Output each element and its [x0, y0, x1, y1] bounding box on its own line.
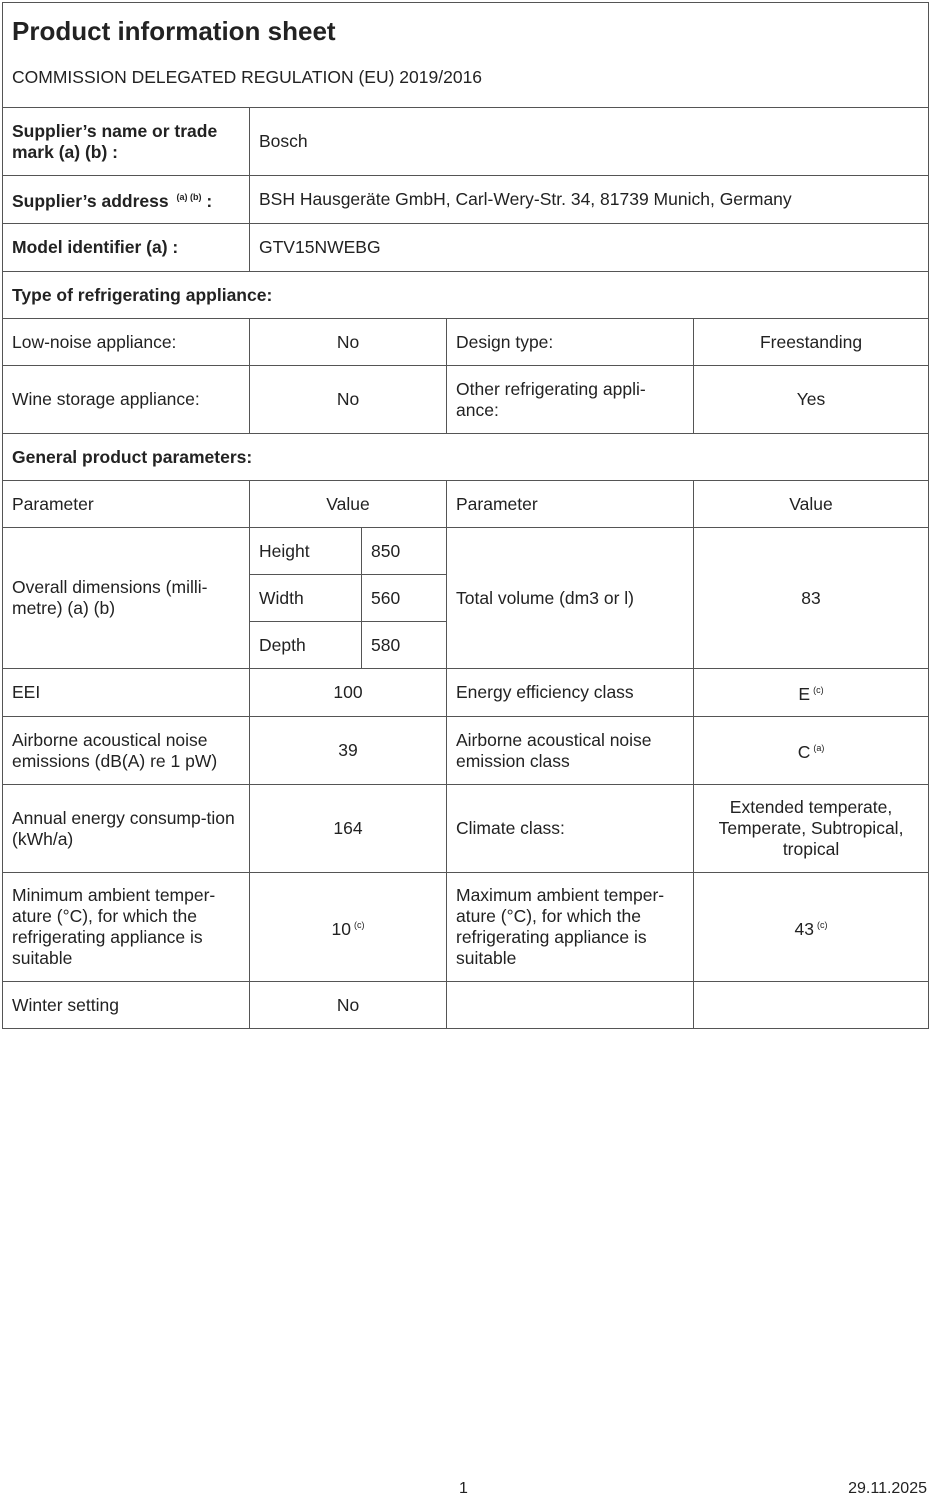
- climate-class-label: Climate class:: [447, 785, 694, 873]
- page-number: 1: [459, 1480, 468, 1497]
- low-noise-row: [3, 319, 929, 366]
- supplier-address-colon: :: [206, 191, 213, 211]
- empty-cell: [694, 982, 929, 1029]
- column-header-parameter: Parameter: [3, 481, 250, 528]
- column-header-parameter-2: Parameter: [447, 481, 694, 528]
- eei-value: 100: [250, 669, 447, 717]
- volume-value: 83: [694, 528, 929, 669]
- energy-class-label: Energy efficiency class: [447, 669, 694, 717]
- supplier-address-label-cell: [3, 176, 250, 224]
- noise-class-value: C: [797, 742, 811, 762]
- min-ambient-value: 10: [331, 918, 351, 939]
- supplier-address-label: Supplier’s address: [12, 191, 169, 211]
- min-ambient-cell: [250, 873, 447, 982]
- height-label: Height: [250, 528, 362, 575]
- other-appliance-label: Other refrigerating appli-ance:: [447, 366, 694, 434]
- model-value: GTV15NWEBG: [250, 224, 929, 272]
- volume-label: Total volume (dm3 or l): [447, 528, 694, 669]
- noise-emission-value: 39: [250, 717, 447, 785]
- annual-energy-value: 164: [250, 785, 447, 873]
- supplier-address-value: BSH Hausgeräte GmbH, Carl-Wery-Str. 34, 81739 Munich, Germany: [250, 176, 929, 224]
- annual-energy-row: [3, 785, 929, 873]
- max-ambient-value: 43: [794, 918, 814, 939]
- column-header-value: Value: [250, 481, 447, 528]
- ambient-temperature-row: [3, 873, 929, 982]
- energy-class-note: (c): [813, 685, 824, 695]
- title-cell: [3, 3, 929, 108]
- winter-setting-label: Winter setting: [3, 982, 250, 1029]
- max-ambient-note: (c): [817, 919, 828, 930]
- width-value: 560: [362, 575, 447, 622]
- title-row: [3, 3, 929, 108]
- model-label: Model identifier (a) :: [3, 224, 250, 272]
- supplier-name-row: [3, 108, 929, 176]
- winter-setting-value: No: [250, 982, 447, 1029]
- dimensions-label: Overall dimensions (milli-metre) (a) (b): [3, 528, 250, 669]
- wine-storage-row: [3, 366, 929, 434]
- column-header-value-2: Value: [694, 481, 929, 528]
- noise-class-label: Airborne acoustical noise emission class: [447, 717, 694, 785]
- eei-label: EEI: [3, 669, 250, 717]
- width-label: Width: [250, 575, 362, 622]
- low-noise-value: No: [250, 319, 447, 366]
- winter-setting-row: [3, 982, 929, 1029]
- max-ambient-cell: [694, 873, 929, 982]
- depth-value: 580: [362, 622, 447, 669]
- max-ambient-label: Maximum ambient temper-ature (°C), for which the refrigerating appliance is suitable: [447, 873, 694, 982]
- supplier-name-label: Supplier’s name or trade mark (a) (b) :: [3, 108, 250, 176]
- wine-storage-label: Wine storage appliance:: [3, 366, 250, 434]
- climate-class-value: Extended temperate, Temperate, Subtropical, tropical: [694, 785, 929, 873]
- min-ambient-label: Minimum ambient temper-ature (°C), for which the refrigerating appliance is suitable: [3, 873, 250, 982]
- noise-class-note: (a): [813, 743, 825, 753]
- low-noise-label: Low-noise appliance:: [3, 319, 250, 366]
- type-heading-row: [3, 272, 929, 319]
- model-row: [3, 224, 929, 272]
- eei-row: [3, 669, 929, 717]
- type-heading: Type of refrigerating appliance:: [3, 272, 929, 319]
- general-heading-row: [3, 434, 929, 481]
- regulation-text: COMMISSION DELEGATED REGULATION (EU) 2019/2016: [12, 67, 483, 87]
- empty-cell: [447, 982, 694, 1029]
- other-appliance-value: Yes: [694, 366, 929, 434]
- noise-class-cell: [694, 717, 929, 785]
- min-ambient-note: (c): [353, 919, 365, 930]
- design-type-label: Design type:: [447, 319, 694, 366]
- dimensions-row-height: [3, 528, 929, 575]
- footer-date: 29.11.2025: [848, 1480, 927, 1497]
- general-heading: General product parameters:: [3, 434, 929, 481]
- height-value: 850: [362, 528, 447, 575]
- noise-emission-label: Airborne acoustical noise emissions (dB(A) re 1 pW): [3, 717, 250, 785]
- noise-row: [3, 717, 929, 785]
- energy-class-value: E: [798, 684, 811, 704]
- supplier-address-note: (a) (b): [176, 192, 202, 202]
- supplier-address-row: [3, 176, 929, 224]
- page-title: Product information sheet: [12, 16, 336, 46]
- annual-energy-label: Annual energy consump-tion (kWh/a): [3, 785, 250, 873]
- design-type-value: Freestanding: [694, 319, 929, 366]
- column-header-row: [3, 481, 929, 528]
- supplier-name-value: Bosch: [250, 108, 929, 176]
- energy-class-cell: [694, 669, 929, 717]
- product-info-table: [2, 2, 929, 1029]
- depth-label: Depth: [250, 622, 362, 669]
- wine-storage-value: No: [250, 366, 447, 434]
